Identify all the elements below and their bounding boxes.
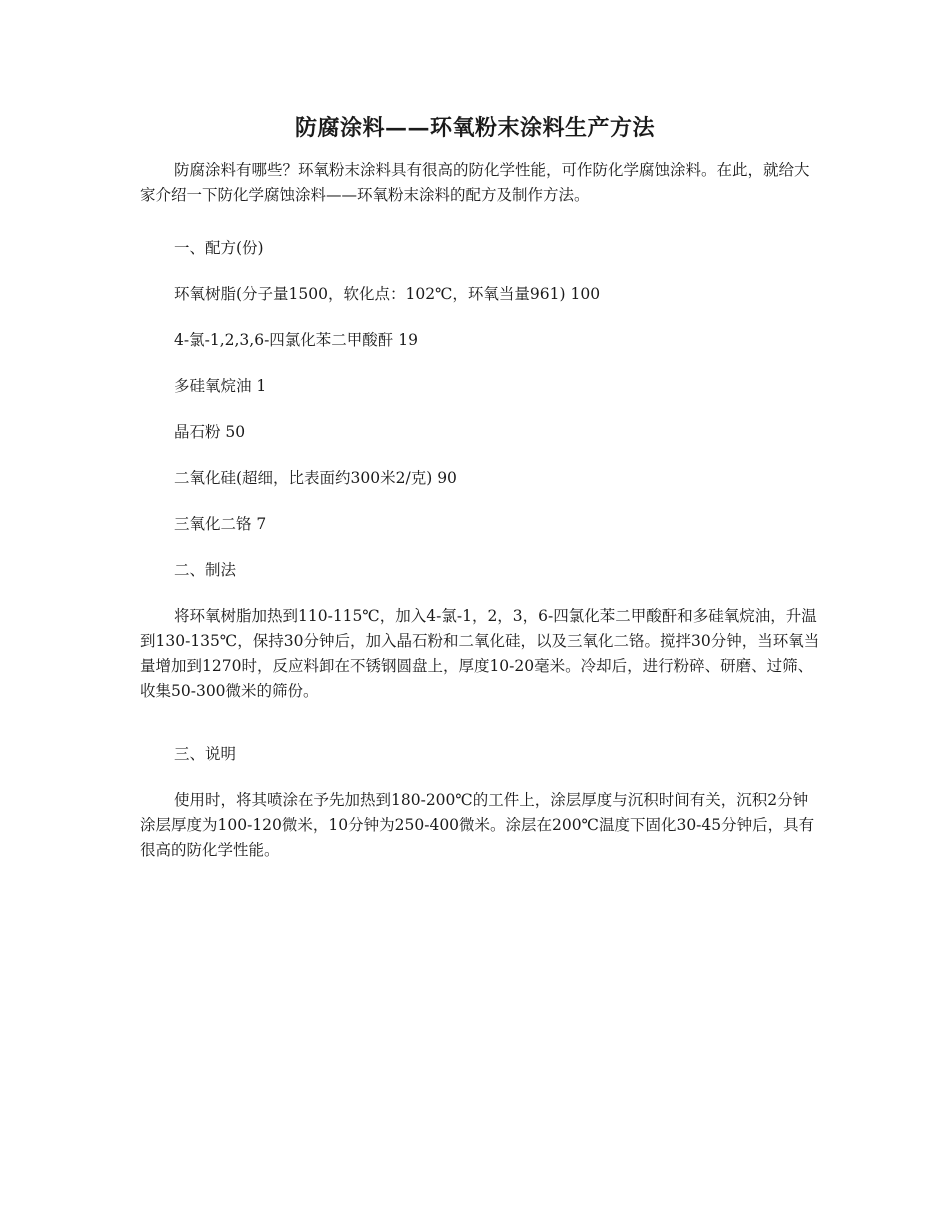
formula-item: 二氧化硅(超细，比表面约300米2/克) 90 xyxy=(174,469,457,487)
intro-paragraph: 防腐涂料有哪些？环氧粉末涂料具有很高的防化学性能，可作防化学腐蚀涂料。在此，就给大家介绍一下防化学腐蚀涂料——环氧粉末涂料的配方及制作方法。 xyxy=(140,161,810,204)
section-heading-method: 二、制法 xyxy=(174,561,237,579)
document-title: 防腐涂料——环氧粉末涂料生产方法 xyxy=(294,115,655,141)
formula-item: 晶石粉 50 xyxy=(174,423,246,441)
formula-item: 多硅氧烷油 1 xyxy=(174,377,267,395)
section-heading-formula: 一、配方(份) xyxy=(174,239,264,257)
formula-item: 4-氯-1,2,3,6-四氯化苯二甲酸酐 19 xyxy=(174,331,418,349)
formula-item: 环氧树脂(分子量1500，软化点：102℃，环氧当量961) 100 xyxy=(174,285,601,303)
section-heading-notes: 三、说明 xyxy=(174,745,237,763)
notes-paragraph: 使用时，将其喷涂在予先加热到180-200℃的工件上，涂层厚度与沉积时间有关，沉积2分钟涂层厚度为100-120微米，10分钟为250-400微米。涂层在200℃温度下固化30-45分钟后，具有很高的防化学性能。 xyxy=(140,791,815,859)
method-paragraph: 将环氧树脂加热到110-115℃，加入4-氯-1，2，3，6-四氯化苯二甲酸酐和多硅氧烷油，升温到130-135℃，保持30分钟后，加入晶石粉和二氧化硅，以及三氧化二铬。搅拌30分钟，当环氧当量增加到1270时，反应料卸在不锈钢圆盘上，厚度10-20毫米。冷却后，进行粉碎、研磨、过筛、收集50-300微米的筛份。 xyxy=(140,607,820,700)
formula-item: 三氧化二铬 7 xyxy=(174,515,267,533)
